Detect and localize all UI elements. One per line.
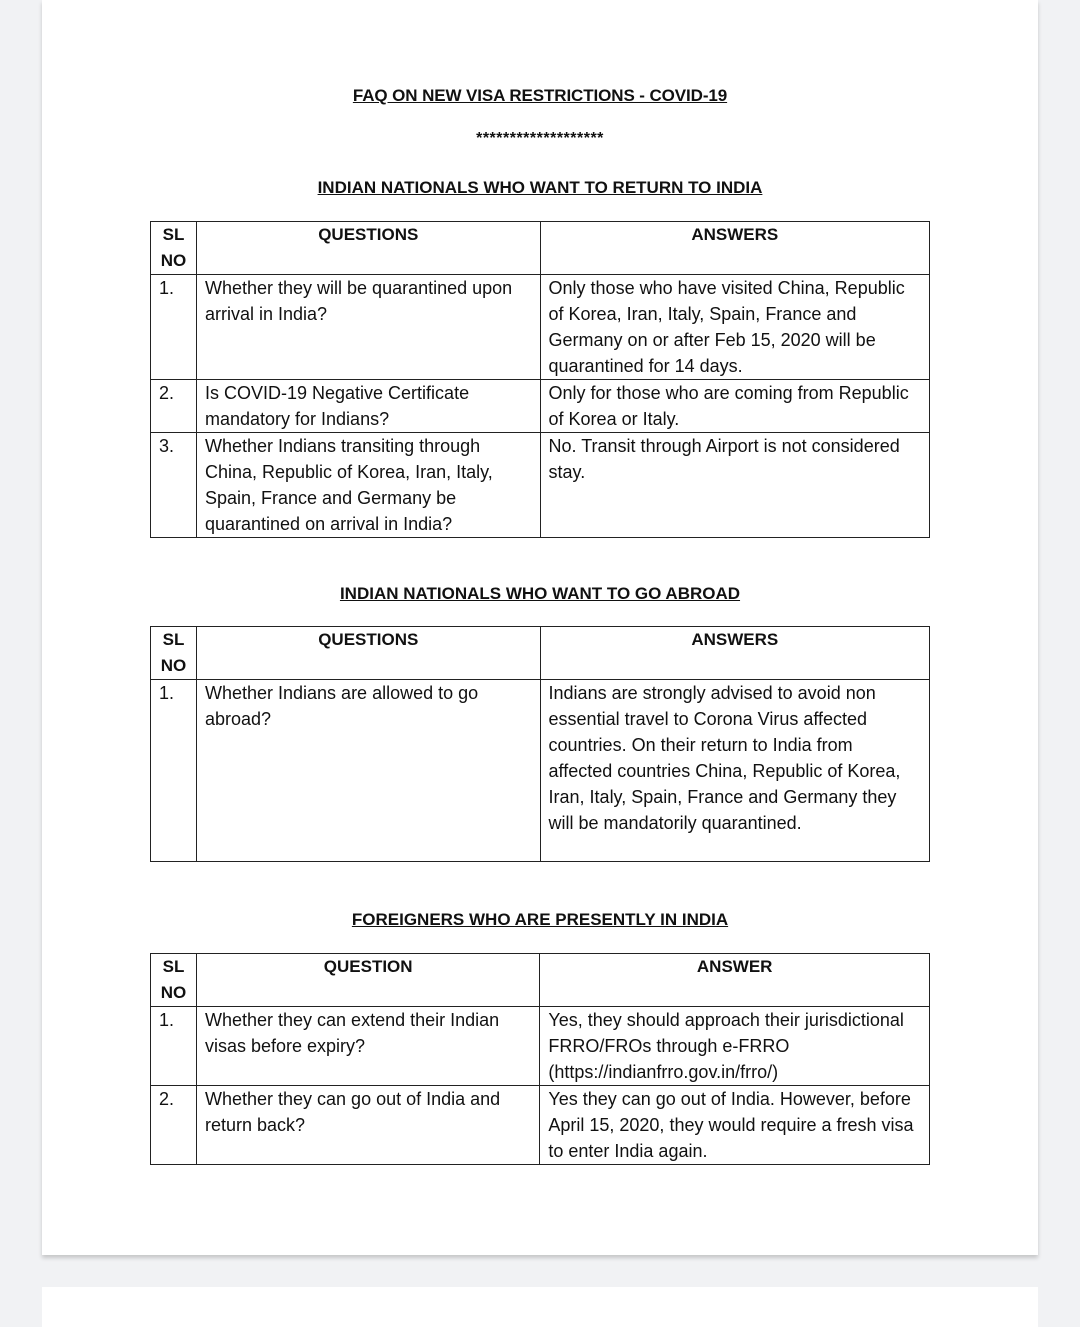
faq-table-return — [150, 221, 930, 538]
row-number: 1. — [151, 275, 197, 380]
question-cell: Whether they can extend their Indian visas before expiry? — [196, 1007, 539, 1086]
column-header-question: QUESTIONS — [196, 627, 540, 680]
section-heading-return: INDIAN NATIONALS WHO WANT TO RETURN TO INDIA — [317, 178, 763, 197]
answer-cell: Yes, they should approach their jurisdictional FRRO/FROs through e-FRRO (https://indianfrro.gov.in/frro/) — [540, 1007, 930, 1086]
question-cell: Is COVID-19 Negative Certificate mandatory for Indians? — [196, 380, 540, 433]
question-cell: Whether Indians are allowed to go abroad? — [196, 680, 540, 862]
column-header-answer: ANSWERS — [540, 222, 929, 275]
column-header-sl: SL NO — [151, 222, 197, 275]
column-header-sl: SL NO — [151, 954, 197, 1007]
question-cell: Whether they will be quarantined upon arrival in India? — [196, 275, 540, 380]
answer-cell: Indians are strongly advised to avoid non essential travel to Corona Virus affected countries. On their return to India from affected countries China, Republic of Korea, Iran, Italy, Spain, France and Germany they will be mandatorily quarantined. — [540, 680, 929, 862]
answer-cell: Yes they can go out of India. However, before April 15, 2020, they would require a fresh visa to enter India again. — [540, 1086, 930, 1165]
row-number: 1. — [151, 1007, 197, 1086]
document-page-1 — [42, 0, 1038, 1255]
document-title: FAQ ON NEW VISA RESTRICTIONS - COVID-19 — [352, 86, 728, 105]
table-row — [151, 680, 930, 862]
column-header-question: QUESTIONS — [196, 222, 540, 275]
section-heading-foreigners: FOREIGNERS WHO ARE PRESENTLY IN INDIA — [351, 910, 729, 929]
question-cell: Whether Indians transiting through China, Republic of Korea, Iran, Italy, Spain, France and Germany be quarantined on arrival in India? — [196, 433, 540, 538]
table-row — [151, 433, 930, 538]
table-row — [151, 1086, 930, 1165]
separator: ******************* — [476, 130, 604, 147]
section-heading-abroad: INDIAN NATIONALS WHO WANT TO GO ABROAD — [339, 584, 741, 603]
faq-table-abroad — [150, 626, 930, 862]
answer-cell: Only those who have visited China, Republic of Korea, Iran, Italy, Spain, France and Germany on or after Feb 15, 2020 will be quarantined for 14 days. — [540, 275, 929, 380]
table-row — [151, 1007, 930, 1086]
table-row — [151, 380, 930, 433]
row-number: 2. — [151, 1086, 197, 1165]
row-number: 2. — [151, 380, 197, 433]
row-number: 3. — [151, 433, 197, 538]
column-header-answer: ANSWER — [540, 954, 930, 1007]
answer-cell: Only for those who are coming from Republic of Korea or Italy. — [540, 380, 929, 433]
question-cell: Whether they can go out of India and return back? — [196, 1086, 539, 1165]
column-header-answer: ANSWERS — [540, 627, 929, 680]
table-header-row — [151, 222, 930, 275]
column-header-question: QUESTION — [196, 954, 539, 1007]
table-header-row — [151, 954, 930, 1007]
faq-table-foreigners — [150, 953, 930, 1165]
row-number: 1. — [151, 680, 197, 862]
answer-cell: No. Transit through Airport is not considered stay. — [540, 433, 929, 538]
table-header-row — [151, 627, 930, 680]
document-page-2 — [42, 1287, 1038, 1327]
table-row — [151, 275, 930, 380]
column-header-sl: SL NO — [151, 627, 197, 680]
